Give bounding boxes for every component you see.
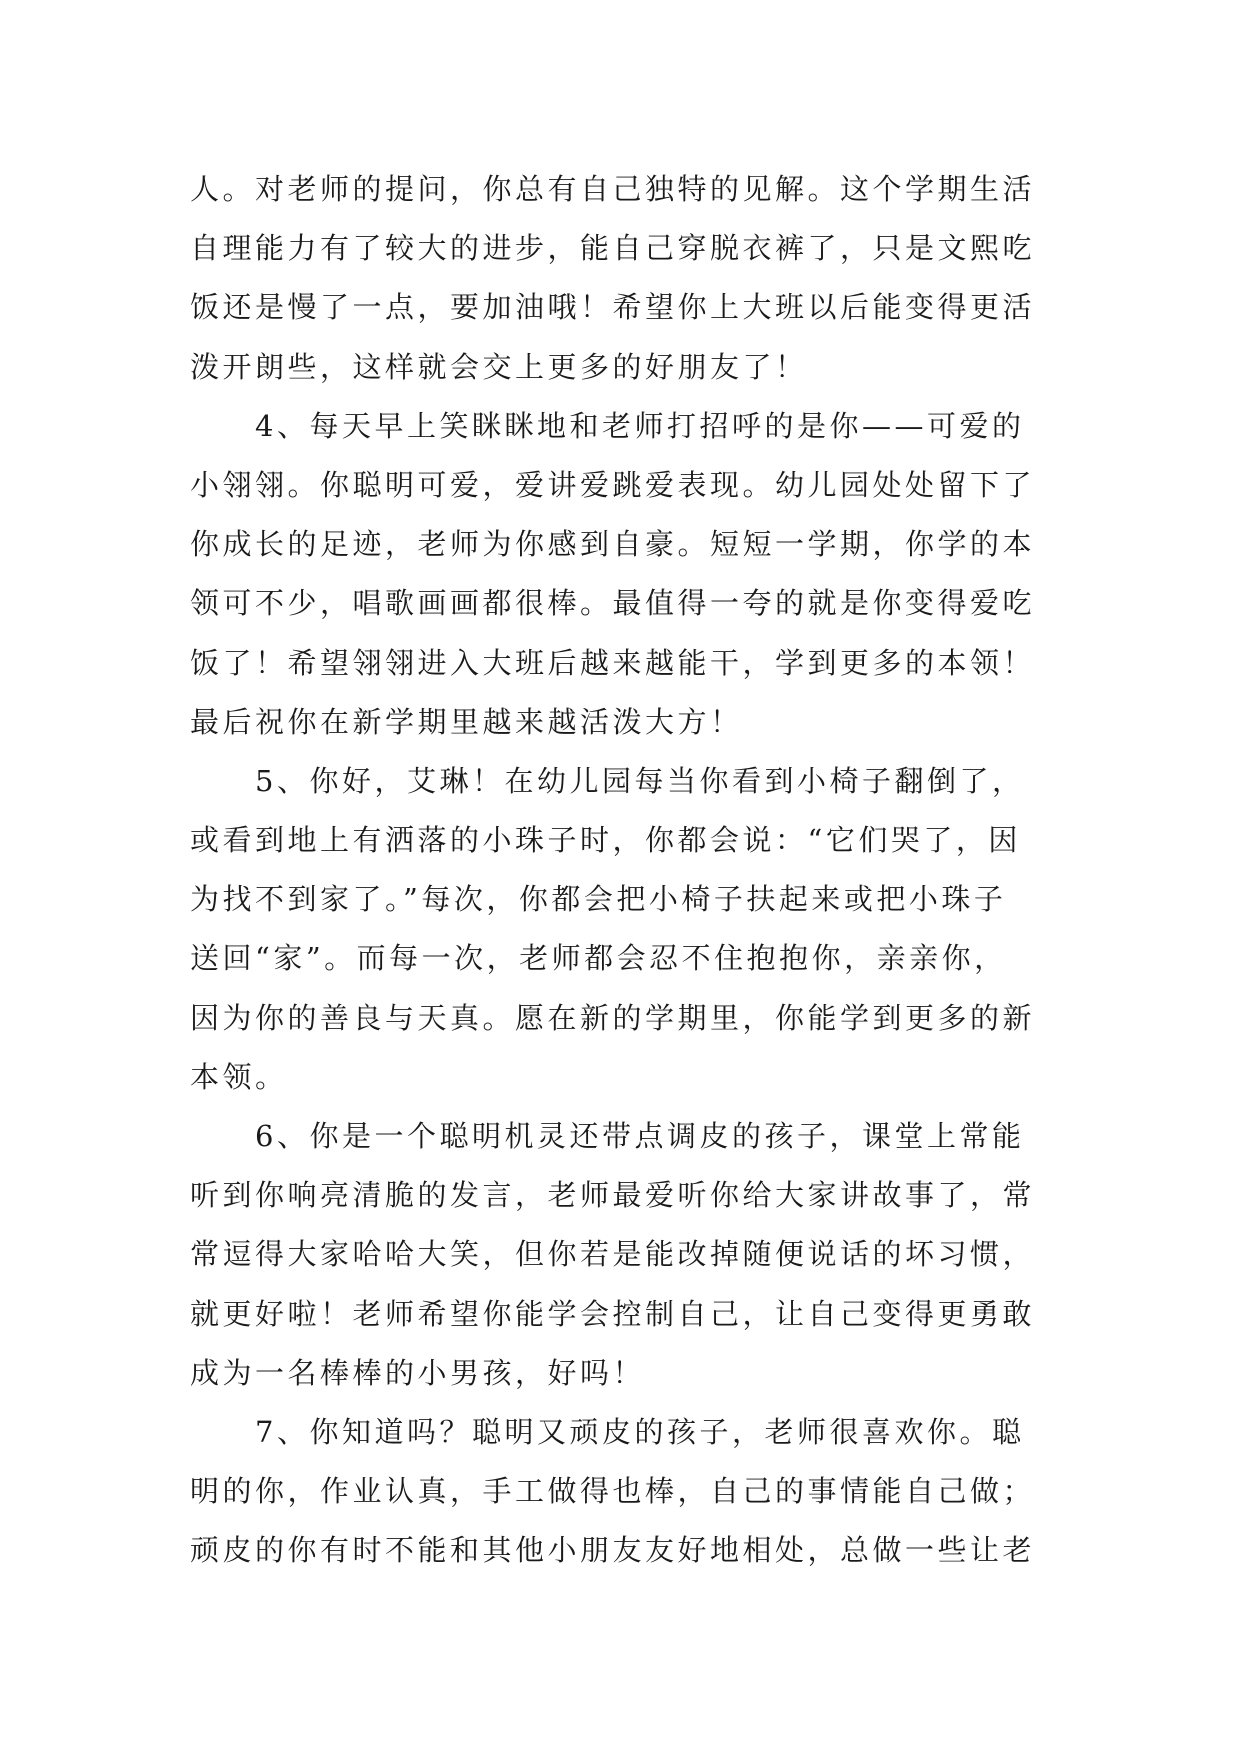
text-line: 6、你是一个聪明机灵还带点调皮的孩子，课堂上常能 <box>190 1119 1025 1153</box>
text-line: 常逗得大家哈哈大笑，但你若是能改掉随便说话的坏习惯， <box>190 1237 1036 1272</box>
text-line: 自理能力有了较大的进步，能自己穿脱衣裤了，只是文熙吃 <box>190 231 1036 266</box>
text-line: 泼开朗些，这样就会交上更多的好朋友了！ <box>190 349 808 384</box>
text-line: 顽皮的你有时不能和其他小朋友友好地相处，总做一些让老 <box>190 1533 1036 1568</box>
text-line: 或看到地上有洒落的小珠子时，你都会说：“它们哭了，因 <box>190 823 1021 858</box>
text-line: 饭了！希望翎翎进入大班后越来越能干，学到更多的本领！ <box>190 645 1036 680</box>
text-line: 因为你的善良与天真。愿在新的学期里，你能学到更多的新 <box>190 1000 1036 1035</box>
text-line: 领可不少，唱歌画画都很棒。最值得一夸的就是你变得爱吃 <box>190 586 1036 621</box>
text-line: 最后祝你在新学期里越来越活泼大方！ <box>190 704 743 739</box>
text-line: 7、你知道吗？聪明又顽皮的孩子，老师很喜欢你。聪 <box>190 1414 1025 1449</box>
text-line: 明的你，作业认真，手工做得也棒，自己的事情能自己做； <box>190 1474 1036 1509</box>
text-line: 本领。 <box>190 1059 288 1094</box>
text-line: 4、每天早上笑眯眯地和老师打招呼的是你——可爱的 <box>190 408 1025 443</box>
text-line: 人。对老师的提问，你总有自己独特的见解。这个学期生活 <box>190 172 1036 206</box>
document-body <box>190 160 1050 1581</box>
text-line: 5、你好，艾琳！在幼儿园每当你看到小椅子翻倒了， <box>190 763 1025 798</box>
text-line: 为找不到家了。”每次，你都会把小椅子扶起来或把小珠子 <box>190 882 1007 917</box>
text-line: 送回“家”。而每一次，老师都会忍不住抱抱你，亲亲你， <box>190 941 1007 976</box>
text-line: 成为一名棒棒的小男孩，好吗！ <box>190 1355 646 1390</box>
text-line: 小翎翎。你聪明可爱，爱讲爱跳爱表现。幼儿园处处留下了 <box>190 467 1036 502</box>
text-line: 你成长的足迹，老师为你感到自豪。短短一学期，你学的本 <box>190 527 1036 562</box>
text-line: 饭还是慢了一点，要加油哦！希望你上大班以后能变得更活 <box>190 290 1036 325</box>
text-line: 听到你响亮清脆的发言，老师最爱听你给大家讲故事了，常 <box>190 1178 1036 1213</box>
text-line: 就更好啦！老师希望你能学会控制自己，让自己变得更勇敢 <box>190 1296 1036 1331</box>
